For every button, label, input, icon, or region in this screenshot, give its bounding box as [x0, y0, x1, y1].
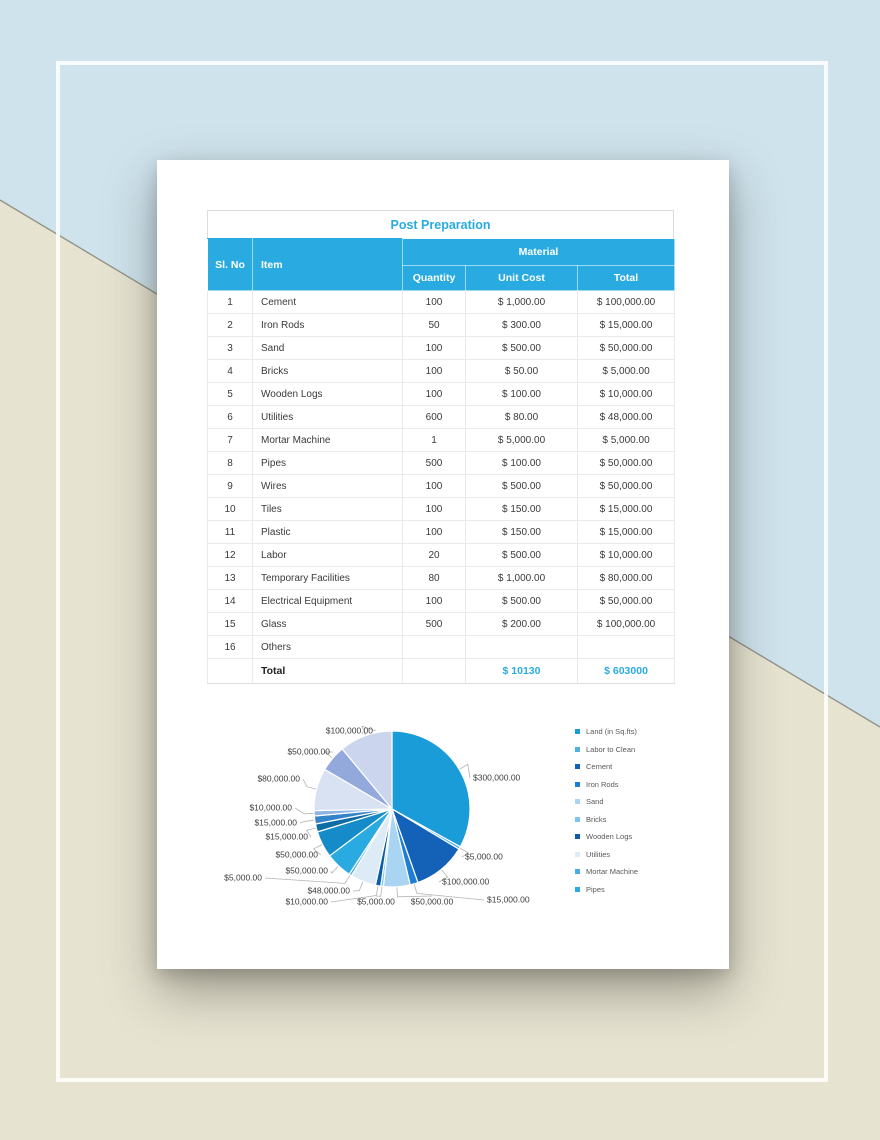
- cell-qty: 600: [403, 406, 466, 429]
- table-row: [208, 406, 675, 429]
- legend-marker: [575, 817, 580, 822]
- cell-qty: 500: [403, 613, 466, 636]
- legend-label: Sand: [586, 797, 604, 807]
- total-row: [208, 659, 675, 684]
- cell-item: Others: [253, 636, 403, 659]
- cell-unit: [466, 636, 578, 659]
- legend-marker: [575, 852, 580, 857]
- cell-qty: 100: [403, 337, 466, 360]
- cell-sl: 7: [208, 429, 253, 452]
- cell-unit: $ 500.00: [466, 475, 578, 498]
- cell-qty: 100: [403, 360, 466, 383]
- table-row: [208, 383, 675, 406]
- cell-item: Bricks: [253, 360, 403, 383]
- cell-unit: $ 500.00: [466, 544, 578, 567]
- cell-total: $ 5,000.00: [578, 360, 675, 383]
- cell-item: Tiles: [253, 498, 403, 521]
- legend-item: [575, 863, 638, 881]
- header-sl-no: Sl. No: [208, 239, 253, 291]
- pie-label: $5,000.00: [224, 872, 262, 883]
- cell-total: $ 100,000.00: [578, 613, 675, 636]
- cell-sl: 3: [208, 337, 253, 360]
- legend-label: Pipes: [586, 884, 605, 894]
- table-row: [208, 337, 675, 360]
- legend-label: Bricks: [586, 814, 607, 824]
- cell-item: Plastic: [253, 521, 403, 544]
- legend-label: Mortar Machine: [586, 867, 639, 877]
- cell-sl: 4: [208, 360, 253, 383]
- header-item: Item: [253, 239, 403, 291]
- cell-unit: $ 150.00: [466, 498, 578, 521]
- cell-unit: $ 500.00: [466, 590, 578, 613]
- legend-label: Land (in Sq.fts): [586, 727, 637, 737]
- cell-sl: 11: [208, 521, 253, 544]
- pie-label: $10,000.00: [285, 896, 328, 907]
- header-total: Total: [578, 266, 675, 291]
- legend-label: Wooden Logs: [586, 832, 633, 842]
- legend-item: [575, 741, 638, 759]
- cell-item: Sand: [253, 337, 403, 360]
- cell-total: $ 15,000.00: [578, 521, 675, 544]
- pie-label: $15,000.00: [487, 894, 530, 905]
- legend-marker: [575, 764, 580, 769]
- cell-unit: $ 100.00: [466, 452, 578, 475]
- cell-sl: 12: [208, 544, 253, 567]
- table-row: [208, 636, 675, 659]
- legend-label: Utilities: [586, 849, 611, 859]
- cell-item: Wooden Logs: [253, 383, 403, 406]
- legend-marker: [575, 887, 580, 892]
- cell-total: $ 15,000.00: [578, 498, 675, 521]
- cell-total: $ 50,000.00: [578, 590, 675, 613]
- legend-item: [575, 776, 638, 794]
- chart-legend: [575, 723, 638, 898]
- total-total-value: $ 603000: [578, 659, 675, 684]
- cell-total: $ 100,000.00: [578, 291, 675, 314]
- legend-item: [575, 846, 638, 864]
- legend-label: Cement: [586, 762, 613, 772]
- pie-label: $50,000.00: [287, 746, 330, 757]
- legend-item: [575, 793, 638, 811]
- table-row: [208, 521, 675, 544]
- cell-total: $ 48,000.00: [578, 406, 675, 429]
- cell-unit: $ 50.00: [466, 360, 578, 383]
- pie-label: $15,000.00: [265, 831, 308, 842]
- total-row-sl-cell: [208, 659, 253, 684]
- cell-unit: $ 1,000.00: [466, 567, 578, 590]
- header-quantity: Quantity: [403, 266, 466, 291]
- cell-unit: $ 80.00: [466, 406, 578, 429]
- table-row: [208, 544, 675, 567]
- cell-item: Utilities: [253, 406, 403, 429]
- table-footer: [208, 659, 675, 684]
- pie-label: $50,000.00: [285, 865, 328, 876]
- cell-qty: 100: [403, 291, 466, 314]
- legend-item: [575, 723, 638, 741]
- pie-leader-line: [303, 779, 318, 790]
- cell-sl: 15: [208, 613, 253, 636]
- cell-sl: 6: [208, 406, 253, 429]
- table-row: [208, 498, 675, 521]
- cell-unit: $ 5,000.00: [466, 429, 578, 452]
- pie-label: $48,000.00: [307, 885, 350, 896]
- cell-qty: 1: [403, 429, 466, 452]
- table-header: [208, 239, 675, 291]
- legend-marker: [575, 869, 580, 874]
- cell-sl: 14: [208, 590, 253, 613]
- pie-label: $300,000.00: [473, 772, 521, 783]
- cell-sl: 1: [208, 291, 253, 314]
- cell-sl: 2: [208, 314, 253, 337]
- cell-total: $ 10,000.00: [578, 544, 675, 567]
- pie-label: $5,000.00: [357, 896, 395, 907]
- cell-qty: 20: [403, 544, 466, 567]
- table-body: [208, 291, 675, 659]
- pie-label: $80,000.00: [257, 773, 300, 784]
- legend-marker: [575, 799, 580, 804]
- cell-total: $ 5,000.00: [578, 429, 675, 452]
- cell-sl: 13: [208, 567, 253, 590]
- cell-item: Wires: [253, 475, 403, 498]
- cell-unit: $ 300.00: [466, 314, 578, 337]
- pie-label: $5,000.00: [465, 851, 503, 862]
- cell-sl: 8: [208, 452, 253, 475]
- cell-item: Cement: [253, 291, 403, 314]
- legend-marker: [575, 782, 580, 787]
- cell-total: $ 50,000.00: [578, 475, 675, 498]
- table-row: [208, 475, 675, 498]
- cell-total: $ 80,000.00: [578, 567, 675, 590]
- cell-item: Mortar Machine: [253, 429, 403, 452]
- table-title: Post Preparation: [207, 210, 674, 238]
- cell-total: $ 10,000.00: [578, 383, 675, 406]
- pie-chart: [157, 690, 729, 960]
- table-row: [208, 567, 675, 590]
- cell-total: $ 50,000.00: [578, 337, 675, 360]
- cell-unit: $ 1,000.00: [466, 291, 578, 314]
- pie-label: $50,000.00: [275, 849, 318, 860]
- cell-qty: 100: [403, 498, 466, 521]
- legend-item: [575, 811, 638, 829]
- header-unit-cost: Unit Cost: [466, 266, 578, 291]
- table-row: [208, 590, 675, 613]
- pie-label: $100,000.00: [325, 725, 373, 736]
- legend-item: [575, 881, 638, 899]
- cell-total: $ 50,000.00: [578, 452, 675, 475]
- cell-item: Temporary Facilities: [253, 567, 403, 590]
- legend-item: [575, 758, 638, 776]
- cell-qty: 500: [403, 452, 466, 475]
- legend-label: Iron Rods: [586, 779, 619, 789]
- cost-table-section: [207, 210, 674, 684]
- total-unit-cost-value: $ 10130: [466, 659, 578, 684]
- cell-item: Electrical Equipment: [253, 590, 403, 613]
- cell-unit: $ 100.00: [466, 383, 578, 406]
- cell-item: Glass: [253, 613, 403, 636]
- table-row: [208, 452, 675, 475]
- cell-item: Labor: [253, 544, 403, 567]
- cell-qty: 100: [403, 383, 466, 406]
- cell-unit: $ 200.00: [466, 613, 578, 636]
- table-row: [208, 613, 675, 636]
- cost-table: [207, 238, 675, 684]
- cell-total: $ 15,000.00: [578, 314, 675, 337]
- cell-qty: 100: [403, 590, 466, 613]
- pie-label: $10,000.00: [249, 802, 292, 813]
- pie-leader-line: [295, 808, 316, 814]
- document-page: [157, 160, 729, 969]
- legend-item: [575, 828, 638, 846]
- table-row: [208, 291, 675, 314]
- legend-label: Labor to Clean: [586, 744, 636, 754]
- table-row: [208, 429, 675, 452]
- cell-sl: 10: [208, 498, 253, 521]
- cell-unit: $ 500.00: [466, 337, 578, 360]
- legend-marker: [575, 729, 580, 734]
- cell-total: [578, 636, 675, 659]
- total-row-label: Total: [253, 659, 403, 684]
- table-row: [208, 360, 675, 383]
- total-row-qty-cell: [403, 659, 466, 684]
- pie-label: $15,000.00: [254, 817, 297, 828]
- cell-unit: $ 150.00: [466, 521, 578, 544]
- cell-sl: 9: [208, 475, 253, 498]
- cell-sl: 5: [208, 383, 253, 406]
- legend-marker: [575, 834, 580, 839]
- cell-qty: 50: [403, 314, 466, 337]
- cell-qty: [403, 636, 466, 659]
- cell-qty: 100: [403, 475, 466, 498]
- table-row: [208, 314, 675, 337]
- cell-qty: 100: [403, 521, 466, 544]
- pie-label: $100,000.00: [442, 876, 490, 887]
- pie-slices: [314, 731, 470, 887]
- header-material: Material: [403, 239, 675, 266]
- cell-item: Pipes: [253, 452, 403, 475]
- pie-label: $50,000.00: [410, 896, 454, 907]
- cell-qty: 80: [403, 567, 466, 590]
- legend-marker: [575, 747, 580, 752]
- cell-sl: 16: [208, 636, 253, 659]
- cell-item: Iron Rods: [253, 314, 403, 337]
